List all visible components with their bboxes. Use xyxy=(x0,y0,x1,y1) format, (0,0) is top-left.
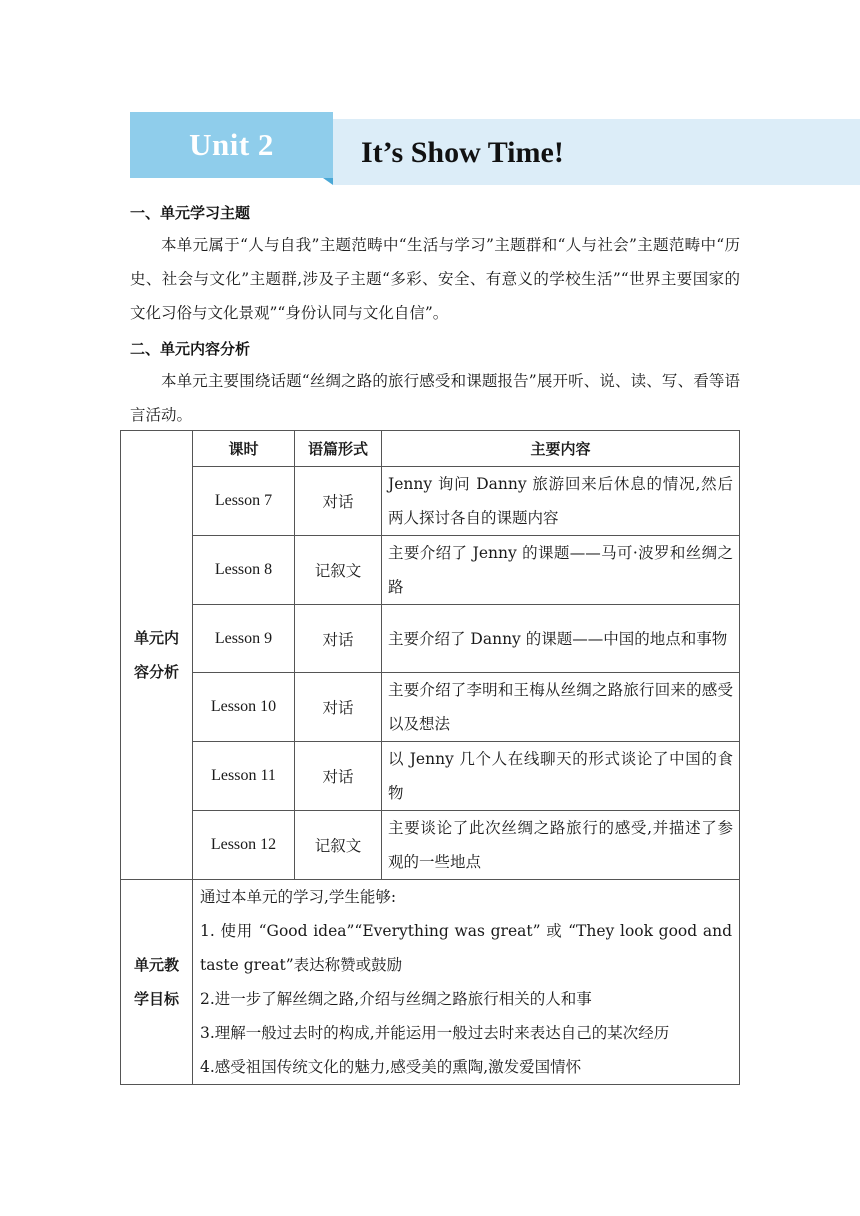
content-cell: 以 Jenny 几个人在线聊天的形式谈论了中国的食物 xyxy=(382,742,740,811)
analysis-paragraph: 本单元主要围绕话题“丝绸之路的旅行感受和课题报告”展开听、说、读、写、看等语言活动。 xyxy=(130,372,740,424)
content-cell: 主要介绍了李明和王梅从丝绸之路旅行回来的感受以及想法 xyxy=(382,673,740,742)
content-cell: Jenny 询问 Danny 旅游回来后休息的情况,然后两人探讨各自的课题内容 xyxy=(382,467,740,536)
lesson-cell: Lesson 11 xyxy=(193,742,295,811)
table-header-row xyxy=(121,431,740,467)
lesson-cell: Lesson 7 xyxy=(193,467,295,536)
lesson-cell: Lesson 12 xyxy=(193,811,295,880)
table-row xyxy=(121,467,740,536)
lesson-cell: Lesson 8 xyxy=(193,536,295,605)
form-cell: 对话 xyxy=(295,673,382,742)
section-heading-theme: 一、单元学习主题 xyxy=(130,204,251,222)
row-label-content xyxy=(121,431,193,880)
header-lesson: 课时 xyxy=(193,431,295,467)
table-row xyxy=(121,536,740,605)
goal-item: 2.进一步了解丝绸之路,介绍与丝绸之路旅行相关的人和事 xyxy=(200,990,592,1008)
goal-item: 4.感受祖国传统文化的魅力,感受美的熏陶,激发爱国情怀 xyxy=(200,1058,582,1076)
form-cell: 记叙文 xyxy=(295,811,382,880)
row-label-goals-text: 单元教学目标 xyxy=(133,956,179,1008)
header-form: 语篇形式 xyxy=(295,431,382,467)
goal-item: 1. 使用 “Good idea”“Everything was great” 或 “They look good and taste great”表达称赞或鼓励 xyxy=(200,922,732,974)
table-row xyxy=(121,605,740,673)
content-cell: 主要介绍了 Danny 的课题——中国的地点和事物 xyxy=(382,605,740,673)
goals-row xyxy=(121,880,740,1085)
content-cell: 主要介绍了 Jenny 的课题——马可·波罗和丝绸之路 xyxy=(382,536,740,605)
title-bar xyxy=(333,119,860,185)
section-heading-analysis: 二、单元内容分析 xyxy=(130,340,251,358)
goal-item: 3.理解一般过去时的构成,并能运用一般过去时来表达自己的某次经历 xyxy=(200,1024,670,1042)
row-label-content-text: 单元内容分析 xyxy=(133,629,179,681)
goals-intro: 通过本单元的学习,学生能够: xyxy=(200,888,397,906)
unit-label: Unit 2 xyxy=(189,127,274,162)
table-row xyxy=(121,673,740,742)
lesson-cell: Lesson 9 xyxy=(193,605,295,673)
unit-title: It’s Show Time! xyxy=(361,136,564,169)
row-label-goals xyxy=(121,880,193,1085)
form-cell: 对话 xyxy=(295,605,382,673)
header-content: 主要内容 xyxy=(382,431,740,467)
goals-cell xyxy=(193,880,740,1085)
form-cell: 对话 xyxy=(295,467,382,536)
content-cell: 主要谈论了此次丝绸之路旅行的感受,并描述了参观的一些地点 xyxy=(382,811,740,880)
unit-badge xyxy=(130,112,333,178)
unit-table xyxy=(120,430,740,1085)
table-row xyxy=(121,742,740,811)
table-row xyxy=(121,811,740,880)
badge-notch xyxy=(323,178,333,185)
form-cell: 记叙文 xyxy=(295,536,382,605)
theme-paragraph: 本单元属于“人与自我”主题范畴中“生活与学习”主题群和“人与社会”主题范畴中“历史、社会与文化”主题群,涉及子主题“多彩、安全、有意义的学校生活”“世界主要国家的文化习俗与文化景观”“身份认同与文化自信”。 xyxy=(130,236,740,322)
form-cell: 对话 xyxy=(295,742,382,811)
lesson-cell: Lesson 10 xyxy=(193,673,295,742)
unit-banner xyxy=(130,112,860,186)
